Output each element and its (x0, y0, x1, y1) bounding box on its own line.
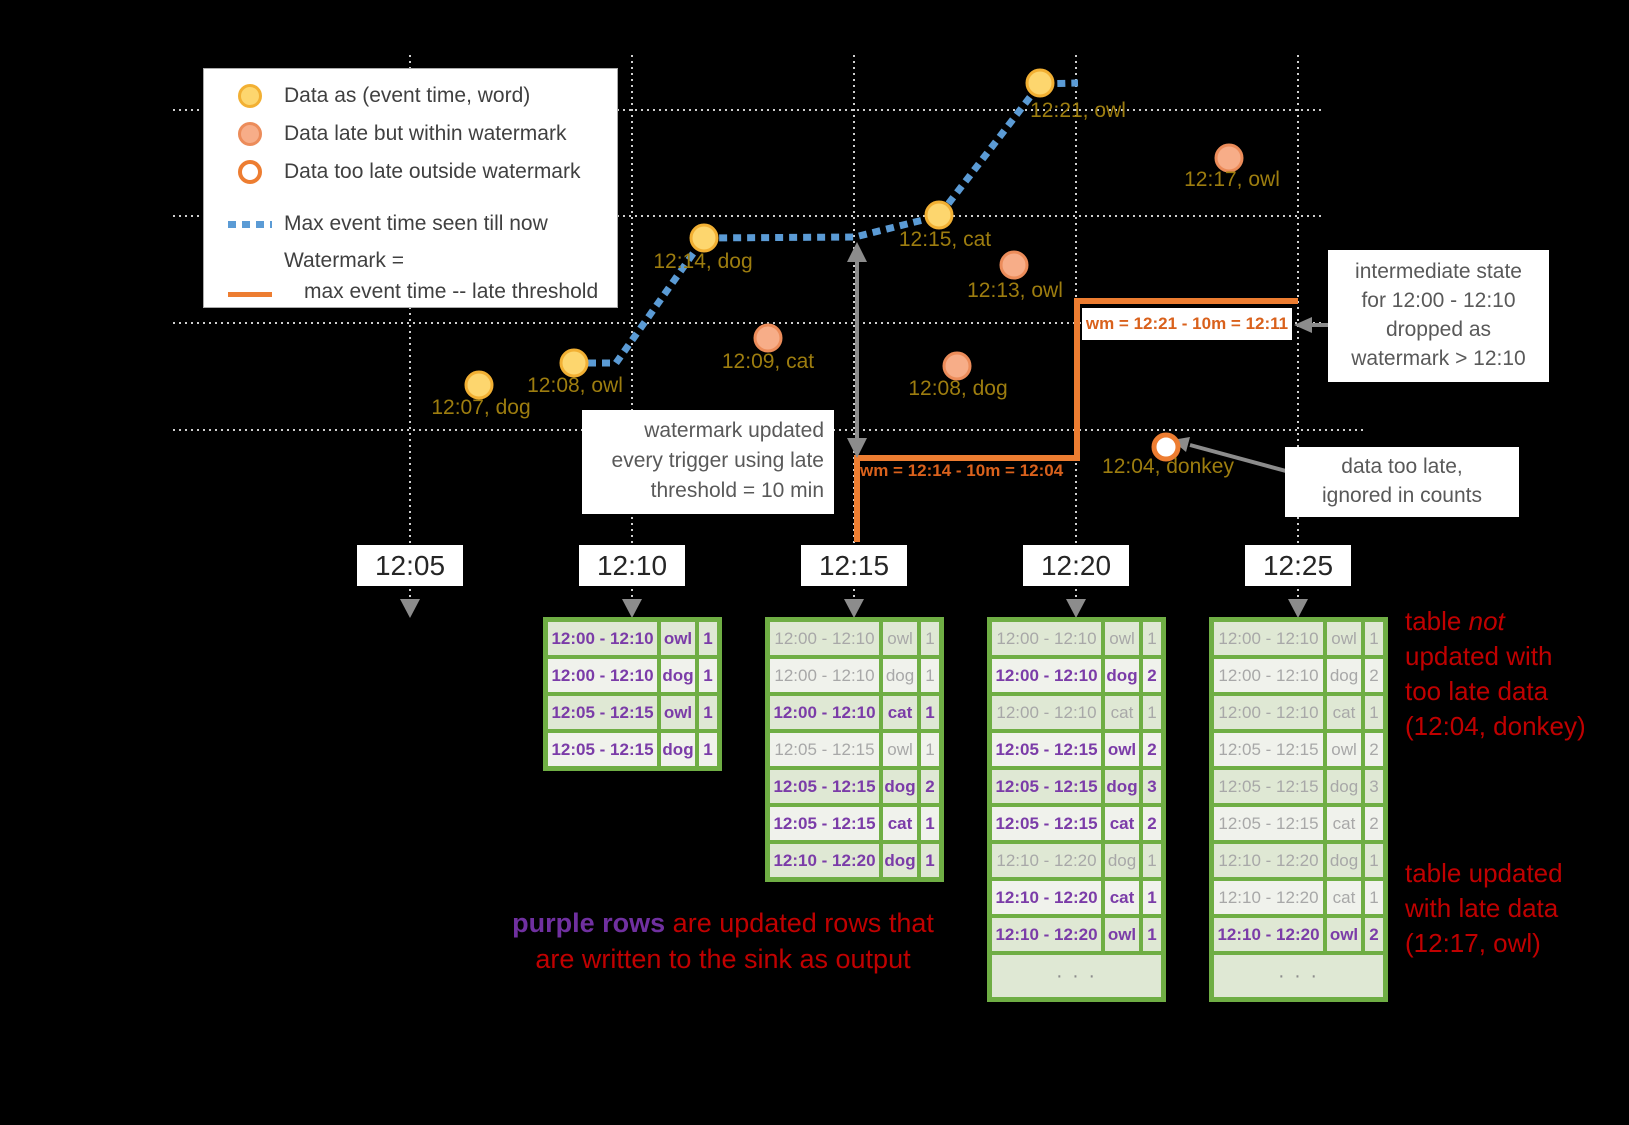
note-line: (12:17, owl) (1405, 928, 1541, 958)
table-row (770, 733, 939, 766)
table-row (1214, 844, 1383, 877)
word-cell: cat (1327, 696, 1361, 729)
word-cell: owl (1327, 622, 1361, 655)
count-cell: 2 (1143, 733, 1161, 766)
callout-line: data too late, (1341, 455, 1463, 478)
count-cell: 2 (1365, 659, 1383, 692)
table-row (1214, 881, 1383, 914)
window-cell: 12:05 - 12:15 (1214, 770, 1323, 803)
table-row (548, 659, 717, 692)
legend-item-label: Data late but within watermark (284, 122, 567, 145)
count-cell: 1 (699, 622, 717, 655)
window-cell: 12:05 - 12:15 (992, 770, 1101, 803)
count-cell: 1 (921, 733, 939, 766)
table-row (548, 733, 717, 766)
table-row (1214, 659, 1383, 692)
word-cell: owl (1327, 733, 1361, 766)
watermark-line-icon (228, 281, 272, 307)
callout-line: dropped as (1385, 318, 1492, 341)
callout-too-late (1285, 447, 1519, 517)
point-1214-dog (691, 225, 717, 251)
legend-item-label (284, 245, 598, 307)
trigger-arrow-icon (1288, 599, 1308, 618)
word-cell: dog (883, 844, 917, 877)
word-cell: cat (1105, 807, 1139, 840)
table-row (992, 696, 1161, 729)
window-cell: 12:05 - 12:15 (770, 733, 879, 766)
table-row (770, 622, 939, 655)
window-cell: 12:00 - 12:10 (1214, 696, 1323, 729)
point-label: 12:14, dog (653, 250, 753, 273)
callout-watermark-updated (582, 410, 834, 514)
legend (203, 68, 618, 308)
count-cell: 1 (1143, 881, 1161, 914)
word-cell: cat (1327, 881, 1361, 914)
word-cell: cat (1105, 881, 1139, 914)
count-cell: 1 (1143, 918, 1161, 951)
table-row (1214, 696, 1383, 729)
word-cell: cat (1327, 807, 1361, 840)
legend-item-label: Data as (event time, word) (284, 84, 531, 107)
trigger-label-1215: 12:15 (801, 545, 907, 586)
note-line: with late data (1405, 893, 1559, 923)
window-cell: 12:10 - 12:20 (770, 844, 879, 877)
point-label: 12:17, owl (1184, 168, 1280, 191)
trigger-arrow-icon (622, 599, 642, 618)
window-cell: 12:00 - 12:10 (992, 696, 1101, 729)
trigger-arrow-icon (844, 599, 864, 618)
count-cell: 1 (1143, 622, 1161, 655)
count-cell: 1 (921, 696, 939, 729)
count-cell: 1 (921, 807, 939, 840)
count-cell: 1 (699, 696, 717, 729)
note-table-not-updated (1405, 604, 1586, 744)
window-cell: 12:10 - 12:20 (992, 918, 1101, 951)
word-cell: dog (661, 733, 695, 766)
table-row (548, 696, 717, 729)
count-cell: 1 (1365, 844, 1383, 877)
note-line: (12:04, donkey) (1405, 711, 1586, 741)
count-cell: 1 (1365, 622, 1383, 655)
trigger-label-1205: 12:05 (357, 545, 463, 586)
result-table-1225 (1209, 617, 1388, 1002)
count-cell: 2 (921, 770, 939, 803)
result-table-1215 (765, 617, 944, 882)
result-table-1220 (987, 617, 1166, 1002)
note-purple-highlight: purple rows (512, 908, 666, 938)
trigger-label-1225: 12:25 (1245, 545, 1351, 586)
window-cell: 12:00 - 12:10 (770, 622, 879, 655)
count-cell: 2 (1143, 659, 1161, 692)
table-more-row: · · · (1214, 955, 1383, 997)
callout-line: intermediate state (1355, 260, 1522, 283)
count-cell: 1 (699, 659, 717, 692)
table-row (548, 622, 717, 655)
table-row (992, 622, 1161, 655)
point-1209-cat-late (755, 325, 781, 351)
table-row (992, 881, 1161, 914)
trigger-label-1210: 12:10 (579, 545, 685, 586)
point-label: 12:04, donkey (1102, 455, 1234, 478)
trigger-arrow-icon (400, 599, 420, 618)
legend-item (228, 153, 617, 191)
watermark-label-line2: max event time -- late threshold (304, 280, 599, 303)
count-cell: 1 (1143, 696, 1161, 729)
table-row (992, 807, 1161, 840)
table-more-row: · · · (992, 955, 1161, 997)
window-cell: 12:10 - 12:20 (992, 844, 1101, 877)
window-cell: 12:00 - 12:10 (992, 659, 1101, 692)
legend-item-label: Max event time seen till now (284, 212, 548, 235)
max-event-line-icon (228, 221, 272, 228)
count-cell: 2 (1365, 807, 1383, 840)
window-cell: 12:05 - 12:15 (548, 696, 657, 729)
word-cell: owl (1105, 733, 1139, 766)
late-threshold-arrow (847, 242, 867, 458)
window-cell: 12:10 - 12:20 (1214, 881, 1323, 914)
window-cell: 12:00 - 12:10 (548, 622, 657, 655)
table-row (770, 696, 939, 729)
count-cell: 1 (1365, 881, 1383, 914)
word-cell: cat (1105, 696, 1139, 729)
point-1221-owl (1027, 70, 1053, 96)
table-row (992, 844, 1161, 877)
note-purple-rows (512, 905, 934, 977)
legend-item (228, 245, 617, 307)
point-label: 12:08, dog (908, 377, 1008, 400)
word-cell: owl (1105, 622, 1139, 655)
window-cell: 12:05 - 12:15 (992, 807, 1101, 840)
word-cell: dog (883, 770, 917, 803)
window-cell: 12:00 - 12:10 (770, 659, 879, 692)
point-1213-owl-late (1001, 252, 1027, 278)
window-cell: 12:00 - 12:10 (770, 696, 879, 729)
window-cell: 12:05 - 12:15 (770, 770, 879, 803)
table-row (1214, 918, 1383, 951)
callout-line: threshold = 10 min (650, 479, 824, 502)
point-label: 12:07, dog (431, 396, 531, 419)
note-purple-line2: are written to the sink as output (535, 944, 911, 974)
table-row (1214, 807, 1383, 840)
count-cell: 3 (1143, 770, 1161, 803)
word-cell: cat (883, 696, 917, 729)
point-label: 12:15, cat (898, 228, 992, 251)
window-cell: 12:10 - 12:20 (1214, 918, 1323, 951)
table-row (770, 659, 939, 692)
note-line: too late data (1405, 676, 1549, 706)
too-late-dot-icon (228, 160, 272, 184)
count-cell: 1 (921, 844, 939, 877)
note-line: table (1405, 606, 1469, 636)
count-cell: 3 (1365, 770, 1383, 803)
legend-item-label: Data too late outside watermark (284, 160, 581, 183)
window-cell: 12:05 - 12:15 (1214, 733, 1323, 766)
window-cell: 12:10 - 12:20 (1214, 844, 1323, 877)
legend-item (228, 205, 617, 243)
word-cell: owl (883, 733, 917, 766)
callout-line: ignored in counts (1322, 484, 1482, 507)
window-cell: 12:00 - 12:10 (992, 622, 1101, 655)
word-cell: dog (1327, 844, 1361, 877)
callout-line: every trigger using late (611, 449, 824, 472)
arrow-left-icon (1294, 317, 1312, 333)
window-cell: 12:05 - 12:15 (992, 733, 1101, 766)
count-cell: 2 (1143, 807, 1161, 840)
word-cell: owl (1105, 918, 1139, 951)
count-cell: 1 (1365, 696, 1383, 729)
callout-line: watermark updated (644, 419, 824, 442)
on-time-dot-icon (228, 84, 272, 108)
table-row (992, 918, 1161, 951)
window-cell: 12:10 - 12:20 (992, 881, 1101, 914)
word-cell: dog (1327, 770, 1361, 803)
late-dot-icon (228, 122, 272, 146)
word-cell: dog (1105, 770, 1139, 803)
point-1215-cat (926, 202, 952, 228)
point-label: 12:13, owl (967, 279, 1063, 302)
table-row (992, 770, 1161, 803)
max-event-time-line (574, 83, 1078, 363)
legend-item (228, 77, 617, 115)
window-cell: 12:05 - 12:15 (548, 733, 657, 766)
word-cell: owl (883, 622, 917, 655)
table-row (770, 807, 939, 840)
trigger-label-1220: 12:20 (1023, 545, 1129, 586)
word-cell: cat (883, 807, 917, 840)
count-cell: 1 (699, 733, 717, 766)
word-cell: dog (883, 659, 917, 692)
table-row (770, 844, 939, 877)
count-cell: 2 (1365, 918, 1383, 951)
window-cell: 12:05 - 12:15 (770, 807, 879, 840)
word-cell: owl (661, 696, 695, 729)
watermark-label-line1: Watermark = (284, 249, 404, 272)
point-1207-dog (466, 372, 492, 398)
word-cell: dog (661, 659, 695, 692)
window-cell: 12:05 - 12:15 (1214, 807, 1323, 840)
trigger-arrowheads (400, 599, 1308, 618)
note-line: table updated (1405, 858, 1563, 888)
point-label: 12:21, owl (1030, 99, 1126, 122)
point-1208-owl (561, 350, 587, 376)
legend-item (228, 115, 617, 153)
arrow-up-icon (847, 242, 867, 262)
count-cell: 2 (1365, 733, 1383, 766)
word-cell: dog (1327, 659, 1361, 692)
point-1208-dog-late (944, 353, 970, 379)
point-label: 12:08, owl (527, 374, 623, 397)
table-row (992, 733, 1161, 766)
word-cell: dog (1105, 844, 1139, 877)
table-row (1214, 770, 1383, 803)
table-row (992, 659, 1161, 692)
trigger-arrow-icon (1066, 599, 1086, 618)
window-cell: 12:00 - 12:10 (548, 659, 657, 692)
note-table-updated (1405, 856, 1563, 961)
point-label: 12:09, cat (721, 350, 815, 373)
watermark-value-2: wm = 12:21 - 10m = 12:11 (1085, 314, 1289, 333)
note-purple-rest: are updated rows that (665, 908, 934, 938)
count-cell: 1 (921, 622, 939, 655)
note-line: updated with (1405, 641, 1553, 671)
count-cell: 1 (921, 659, 939, 692)
callout-intermediate-state (1328, 250, 1549, 382)
word-cell: dog (1105, 659, 1139, 692)
watermark-value-2-box (1082, 308, 1292, 340)
table-row (1214, 733, 1383, 766)
count-cell: 1 (1143, 844, 1161, 877)
watermark-value-1: wm = 12:14 - 10m = 12:04 (860, 461, 1064, 480)
window-cell: 12:00 - 12:10 (1214, 659, 1323, 692)
table-row (1214, 622, 1383, 655)
result-table-1210 (543, 617, 722, 771)
table-row (770, 770, 939, 803)
word-cell: owl (1327, 918, 1361, 951)
callout-line: for 12:00 - 12:10 (1361, 289, 1516, 312)
note-line-italic: not (1468, 606, 1505, 636)
word-cell: owl (661, 622, 695, 655)
callout-line: watermark > 12:10 (1351, 347, 1526, 370)
window-cell: 12:00 - 12:10 (1214, 622, 1323, 655)
